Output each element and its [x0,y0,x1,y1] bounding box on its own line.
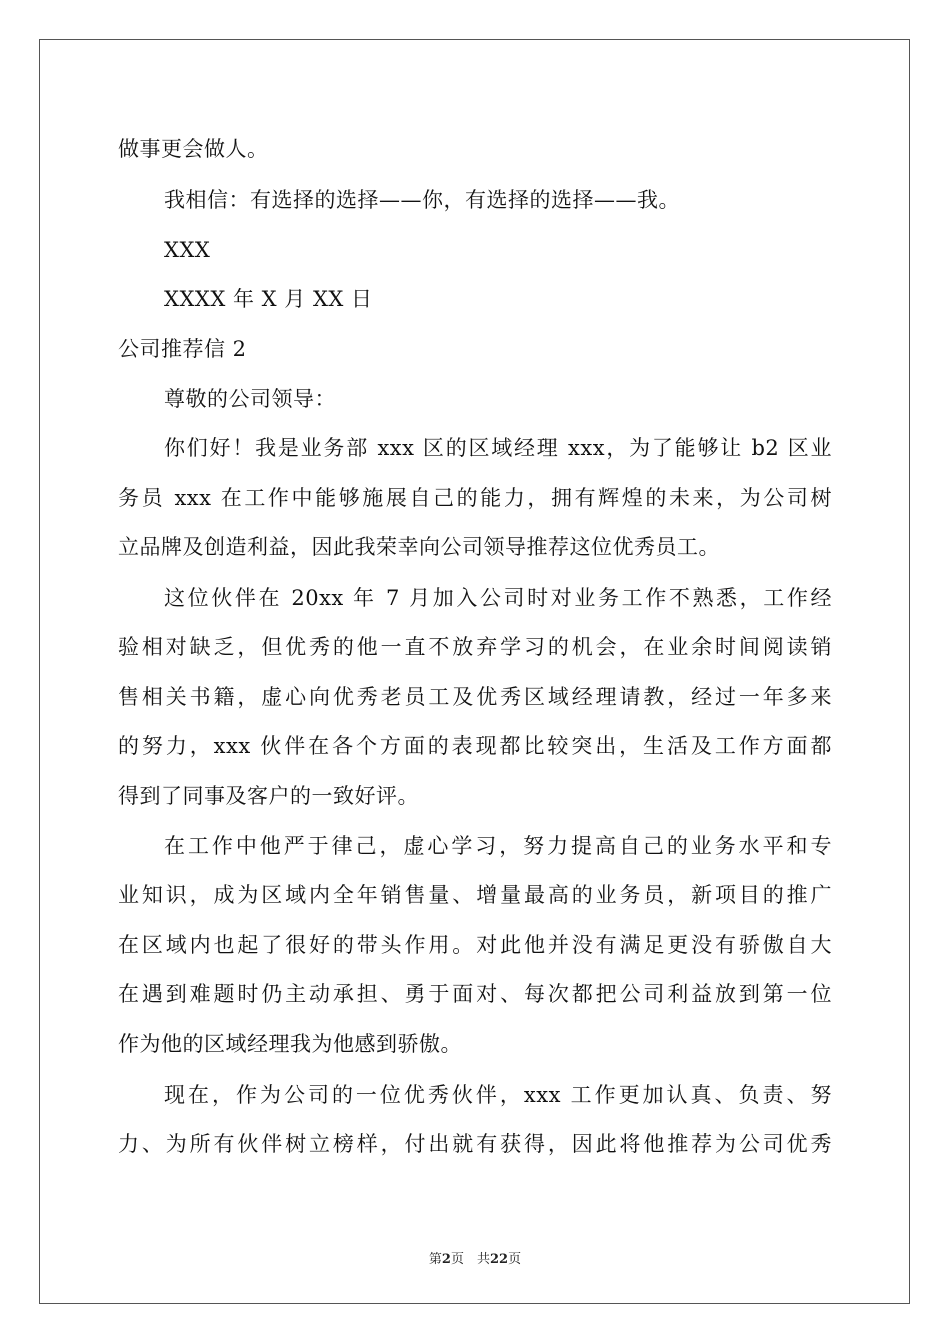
paragraph-line: 在工作中他严于律己，虚心学习，努力提高自己的业务水平和专 [164,834,832,858]
paragraph-line: 立品牌及创造利益，因此我荣幸向公司领导推荐这位优秀员工。 [118,535,720,559]
paragraph-line: 的努力，xxx 伙伴在各个方面的表现都比较突出，生活及工作方面都 [118,734,832,758]
paragraph-line: 业知识，成为区域内全年销售量、增量最高的业务员，新项目的推广 [118,883,832,907]
page-border [39,39,910,1304]
paragraph-line: 你们好！我是业务部 xxx 区的区域经理 xxx，为了能够让 b2 区业 [164,436,832,460]
paragraph-line: 力、为所有伙伴树立榜样，付出就有获得，因此将他推荐为公司优秀 [118,1132,832,1156]
paragraph-line: 验相对缺乏，但优秀的他一直不放弃学习的机会，在业余时间阅读销 [118,635,832,659]
paragraph-line: 在区域内也起了很好的带头作用。对此他并没有满足更没有骄傲自大 [118,933,832,957]
paragraph-line: 售相关书籍，虚心向优秀老员工及优秀区域经理请教，经过一年多来 [118,685,832,709]
paragraph-line: 得到了同事及客户的一致好评。 [118,784,419,808]
paragraph-line: 这位伙伴在 20xx 年 7 月加入公司时对业务工作不熟悉，工作经 [164,586,832,610]
text-line: 我相信：有选择的选择——你，有选择的选择——我。 [164,188,680,212]
section-heading: 公司推荐信 2 [118,337,247,361]
footer-mid: 页 共 [450,1252,490,1267]
total-page-count: 22 [489,1252,509,1267]
page-footer [0,1248,950,1267]
signature-date: XXXX 年 X 月 XX 日 [164,287,373,311]
current-page-number: 2 [441,1252,451,1267]
signature-name: XXX [164,238,211,262]
footer-suffix: 页 [508,1252,522,1267]
paragraph-line: 作为他的区域经理我为他感到骄傲。 [118,1032,462,1056]
footer-prefix: 第 [428,1252,442,1267]
paragraph-line: 在遇到难题时仍主动承担、勇于面对、每次都把公司利益放到第一位 [118,982,832,1006]
paragraph-line: 现在，作为公司的一位优秀伙伴，xxx 工作更加认真、负责、努 [164,1083,832,1107]
paragraph-line: 务员 xxx 在工作中能够施展自己的能力，拥有辉煌的未来，为公司树 [118,486,832,510]
text-line: 做事更会做人。 [118,137,269,161]
salutation: 尊敬的公司领导： [164,387,336,411]
